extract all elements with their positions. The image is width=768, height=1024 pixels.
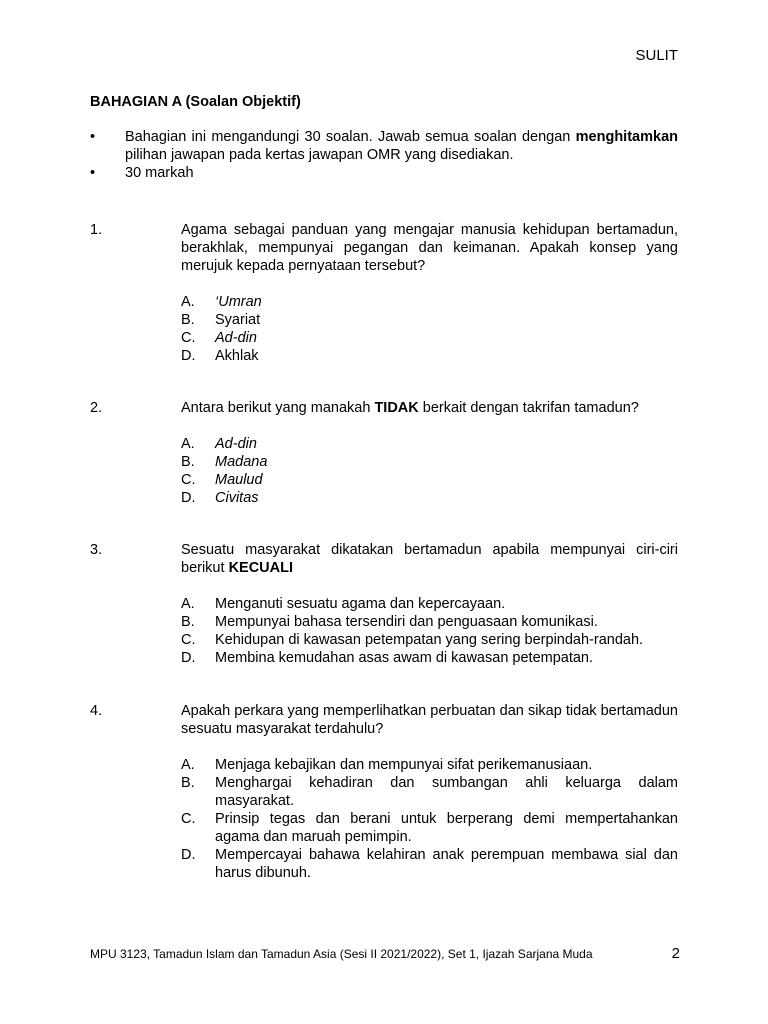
options-list bbox=[181, 293, 678, 365]
instruction-text: Bahagian ini mengandungi 30 soalan. Jawab semua soalan dengan menghitamkan pilihan jawapan pada kertas jawapan OMR yang disediakan. bbox=[125, 129, 678, 163]
option-b: B. Madana bbox=[181, 454, 268, 470]
section-title: BAHAGIAN A (Soalan Objektif) bbox=[90, 94, 301, 110]
question-text: Apakah perkara yang memperlihatkan perbuatan dan sikap tidak bertamadun sesuatu masyarakat terdahulu? bbox=[181, 703, 678, 737]
option-c: C. Maulud bbox=[181, 472, 263, 488]
option-b: B. Mempunyai bahasa tersendiri dan penguasaan komunikasi. bbox=[181, 614, 598, 630]
bullet-icon: • bbox=[90, 165, 96, 181]
question-2 bbox=[90, 399, 678, 507]
option-c: C. Kehidupan di kawasan petempatan yang sering berpindah-randah. bbox=[181, 632, 644, 648]
instructions-list bbox=[90, 128, 678, 182]
options-list bbox=[181, 756, 678, 882]
page-number: 2 bbox=[671, 945, 680, 962]
option-a: A. ‘Umran bbox=[181, 294, 262, 310]
options-list bbox=[181, 595, 678, 667]
question-text: Antara berikut yang manakah TIDAK berkait dengan takrifan tamadun? bbox=[181, 400, 639, 416]
question-4 bbox=[90, 702, 678, 882]
bullet-icon: • bbox=[90, 129, 96, 145]
footer-course: MPU 3123, Tamadun Islam dan Tamadun Asia (Sesi II 2021/2022), Set 1, Ijazah Sarjana Muda bbox=[90, 947, 593, 961]
option-d: D. Membina kemudahan asas awam di kawasan petempatan. bbox=[181, 650, 594, 666]
instruction-item bbox=[90, 128, 678, 164]
options-list bbox=[181, 435, 678, 507]
question-text: Sesuatu masyarakat dikatakan bertamadun apabila mempunyai ciri-ciri berikut KECUALI bbox=[181, 542, 678, 576]
instruction-item bbox=[90, 164, 678, 182]
question-1 bbox=[90, 221, 678, 365]
question-number: 4. bbox=[90, 703, 103, 719]
question-number: 1. bbox=[90, 222, 103, 238]
instruction-marks: 30 markah bbox=[125, 165, 194, 181]
option-a: A. Menjaga kebajikan dan mempunyai sifat perikemanusiaan. bbox=[181, 757, 593, 773]
option-a: A. Menganuti sesuatu agama dan kepercayaan. bbox=[181, 596, 506, 612]
classification-label: SULIT bbox=[635, 47, 678, 64]
option-b: B. Syariat bbox=[181, 312, 261, 328]
question-number: 2. bbox=[90, 400, 103, 416]
option-c: C. Ad-din bbox=[181, 330, 257, 346]
question-text: Agama sebagai panduan yang mengajar manusia kehidupan bertamadun, berakhlak, mempunyai pegangan dan keimanan. Apakah konsep yang merujuk kepada pernyataan tersebut? bbox=[181, 222, 678, 274]
option-a: A. Ad-din bbox=[181, 436, 257, 452]
option-d: D. Akhlak bbox=[181, 348, 259, 364]
page-footer bbox=[90, 947, 680, 964]
option-c: C. Prinsip tegas dan berani untuk berperang demi mempertahankan agama dan maruah pemimpin. bbox=[181, 811, 678, 845]
question-3 bbox=[90, 541, 678, 667]
question-number: 3. bbox=[90, 542, 103, 558]
option-d: D. Civitas bbox=[181, 490, 259, 506]
option-d: D. Mempercayai bahawa kelahiran anak perempuan membawa sial dan harus dibunuh. bbox=[181, 847, 678, 881]
option-b: B. Menghargai kehadiran dan sumbangan ahli keluarga dalam masyarakat. bbox=[181, 775, 678, 809]
